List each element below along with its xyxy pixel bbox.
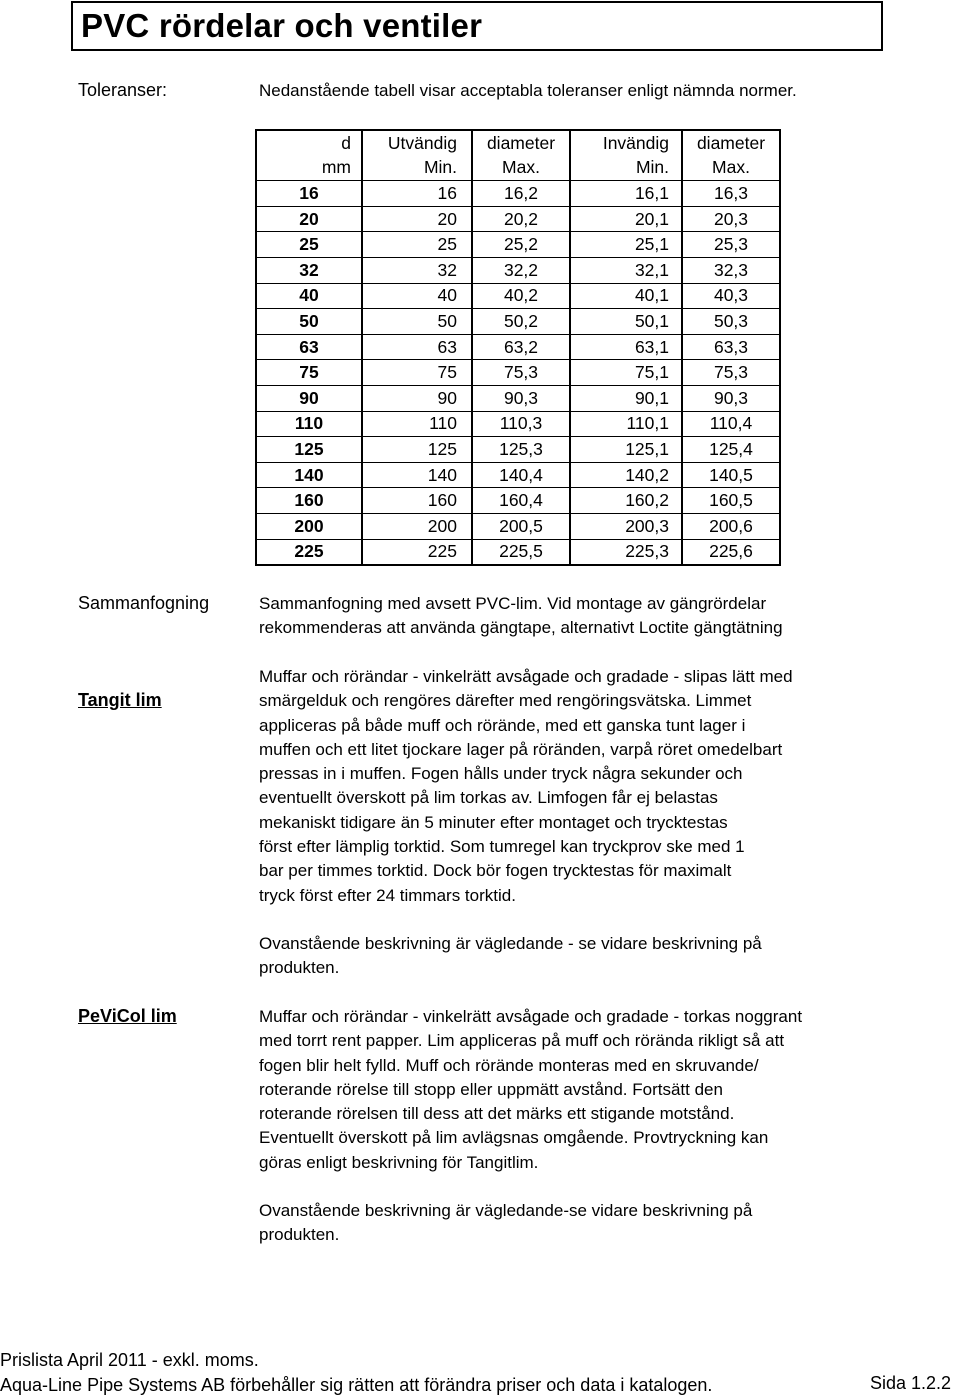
table-cell: 160,5 bbox=[682, 488, 780, 514]
table-cell: 160 bbox=[362, 488, 472, 514]
text-line: roterande rörelsen till dess att det märks ett stigande motstånd. bbox=[259, 1104, 735, 1124]
text-line: eventuellt överskott på lim torkas av. Limfogen får ej belastas bbox=[259, 788, 718, 808]
sammanfogning-text bbox=[259, 592, 783, 641]
table-cell: 16,1 bbox=[570, 181, 682, 207]
table-cell: 20 bbox=[256, 206, 362, 232]
table-cell: 63 bbox=[362, 334, 472, 360]
table-row bbox=[256, 360, 780, 386]
table-cell: 25,3 bbox=[682, 232, 780, 258]
pevicol-text bbox=[259, 1005, 802, 1175]
table-cell: 20,2 bbox=[472, 206, 570, 232]
table-cell: 110,1 bbox=[570, 411, 682, 437]
text-line: Ovanstående beskrivning är vägledande - se vidare beskrivning på bbox=[259, 934, 762, 953]
text-line: Sammanfogning med avsett PVC-lim. Vid montage av gängrördelar bbox=[259, 594, 767, 613]
tangit-label: Tangit lim bbox=[78, 690, 162, 710]
table-cell: 25 bbox=[362, 232, 472, 258]
table-cell: 110,3 bbox=[472, 411, 570, 437]
tolerances-intro: Nedanstående tabell visar acceptabla toleranser enligt nämnda normer. bbox=[259, 81, 797, 100]
table-cell: 40 bbox=[256, 283, 362, 309]
table-cell: 16 bbox=[362, 181, 472, 207]
table-row bbox=[256, 385, 780, 411]
table-cell: 50,1 bbox=[570, 309, 682, 335]
table-cell: 25,2 bbox=[472, 232, 570, 258]
table-cell: 50,3 bbox=[682, 309, 780, 335]
table-cell: 160,4 bbox=[472, 488, 570, 514]
table-cell: 90,1 bbox=[570, 385, 682, 411]
table-row bbox=[256, 283, 780, 309]
table-cell: mm bbox=[256, 156, 362, 181]
page-title: PVC rördelar och ventiler bbox=[81, 7, 483, 44]
table-cell: 125,1 bbox=[570, 437, 682, 463]
table-row bbox=[256, 309, 780, 335]
table-cell: 32 bbox=[362, 257, 472, 283]
table-row bbox=[256, 539, 780, 565]
table-cell: 125,4 bbox=[682, 437, 780, 463]
table-cell: 225,5 bbox=[472, 539, 570, 565]
table-cell: 25 bbox=[256, 232, 362, 258]
table-cell: 140,2 bbox=[570, 462, 682, 488]
text-line: tryck först efter 24 timmars torktid. bbox=[259, 885, 516, 905]
text-line: roterande rörelse till stopp eller uppmätt avstånd. Fortsätt den bbox=[259, 1079, 723, 1099]
table-cell: 160,2 bbox=[570, 488, 682, 514]
text-line: med torrt rent papper. Lim appliceras på muff och rörända rikligt så att bbox=[259, 1031, 785, 1051]
footer-pricelist: Prislista April 2011 - exkl. moms. bbox=[0, 1350, 259, 1370]
table-cell: 90,3 bbox=[472, 385, 570, 411]
page-title-box bbox=[71, 1, 883, 51]
table-cell: 75,1 bbox=[570, 360, 682, 386]
table-row bbox=[256, 334, 780, 360]
tolerances-label: Toleranser: bbox=[78, 80, 168, 100]
table-cell: 25,1 bbox=[570, 232, 682, 258]
table-cell: 32,3 bbox=[682, 257, 780, 283]
table-cell: 125,3 bbox=[472, 437, 570, 463]
table-cell: 63,3 bbox=[682, 334, 780, 360]
table-header-row bbox=[256, 156, 780, 181]
text-line: appliceras på både muff och rörände, med ett ganska tunt lager i bbox=[259, 715, 746, 735]
footer-disclaimer: Aqua-Line Pipe Systems AB förbehåller sig rätten att förändra priser och data i katalogen. bbox=[0, 1375, 713, 1395]
table-cell: 140 bbox=[362, 462, 472, 488]
table-row bbox=[256, 411, 780, 437]
pevicol-note bbox=[259, 1199, 752, 1248]
table-cell: 110 bbox=[362, 411, 472, 437]
table-cell: 90 bbox=[362, 385, 472, 411]
text-line: mekaniskt tidigare än 5 minuter efter montaget och trycktestas bbox=[259, 812, 728, 832]
table-cell: 20,1 bbox=[570, 206, 682, 232]
table-cell: 16,2 bbox=[472, 181, 570, 207]
text-line: bar per timmes torktid. Dock bör fogen trycktestas för maximalt bbox=[259, 861, 732, 881]
table-cell: 200 bbox=[256, 513, 362, 539]
table-cell: 225 bbox=[362, 539, 472, 565]
sammanfogning-label: Sammanfogning bbox=[78, 593, 210, 613]
table-cell: Utvändig bbox=[362, 130, 472, 156]
table-cell: 90,3 bbox=[682, 385, 780, 411]
text-line: muffen och ett litet tjockare lager på röränden, varpå röret omedelbart bbox=[259, 739, 783, 759]
text-line: produkten. bbox=[259, 958, 340, 978]
table-row bbox=[256, 257, 780, 283]
table-cell: d bbox=[256, 130, 362, 156]
table-cell: 32,1 bbox=[570, 257, 682, 283]
table-cell: 225,6 bbox=[682, 539, 780, 565]
table-cell: 40,2 bbox=[472, 283, 570, 309]
table-cell: 125 bbox=[362, 437, 472, 463]
table-cell: 63 bbox=[256, 334, 362, 360]
table-cell: 110,4 bbox=[682, 411, 780, 437]
table-row bbox=[256, 232, 780, 258]
text-line: Muffar och rörändar - vinkelrätt avsågade och gradade - slipas lätt med bbox=[259, 667, 793, 686]
table-cell: 40,3 bbox=[682, 283, 780, 309]
table-cell: Min. bbox=[570, 156, 682, 181]
table-cell: 75 bbox=[362, 360, 472, 386]
table-cell: 32 bbox=[256, 257, 362, 283]
text-line: produkten. bbox=[259, 1225, 340, 1245]
table-cell: Min. bbox=[362, 156, 472, 181]
table-header-row bbox=[256, 130, 780, 156]
table-cell: 40,1 bbox=[570, 283, 682, 309]
text-line: rekommenderas att använda gängtape, alternativt Loctite gängtätning bbox=[259, 618, 783, 638]
table-cell: diameter bbox=[472, 130, 570, 156]
text-line: fogen blir helt fylld. Muff och rörände monteras med en skruvande/ bbox=[259, 1055, 759, 1075]
table-cell: 140,4 bbox=[472, 462, 570, 488]
text-line: Muffar och rörändar - vinkelrätt avsågade och gradade - torkas noggrant bbox=[259, 1007, 803, 1026]
table-cell: 40 bbox=[362, 283, 472, 309]
table-cell: 32,2 bbox=[472, 257, 570, 283]
table-cell: 75,3 bbox=[682, 360, 780, 386]
table-cell: 225,3 bbox=[570, 539, 682, 565]
table-row bbox=[256, 513, 780, 539]
table-cell: 50 bbox=[362, 309, 472, 335]
table-cell: 16 bbox=[256, 181, 362, 207]
table-row bbox=[256, 462, 780, 488]
tangit-note bbox=[259, 932, 762, 981]
table-cell: 50,2 bbox=[472, 309, 570, 335]
table-cell: 90 bbox=[256, 385, 362, 411]
table-cell: 20,3 bbox=[682, 206, 780, 232]
table-cell: 200,3 bbox=[570, 513, 682, 539]
table-row bbox=[256, 181, 780, 207]
table-cell: 200,5 bbox=[472, 513, 570, 539]
table-cell: diameter bbox=[682, 130, 780, 156]
table-cell: 75 bbox=[256, 360, 362, 386]
table-cell: Max. bbox=[682, 156, 780, 181]
table-cell: 200,6 bbox=[682, 513, 780, 539]
table-cell: 16,3 bbox=[682, 181, 780, 207]
tolerance-table bbox=[255, 129, 781, 566]
table-cell: Max. bbox=[472, 156, 570, 181]
table-cell: 200 bbox=[362, 513, 472, 539]
table-row bbox=[256, 206, 780, 232]
text-line: smärgelduk och rengöres därefter med rengöringsvätska. Limmet bbox=[259, 691, 752, 711]
table-cell: 63,2 bbox=[472, 334, 570, 360]
table-cell: 160 bbox=[256, 488, 362, 514]
table-cell: 20 bbox=[362, 206, 472, 232]
tangit-text bbox=[259, 665, 793, 908]
table-cell: 125 bbox=[256, 437, 362, 463]
text-line: pressas in i muffen. Fogen hålls under tryck några sekunder och bbox=[259, 764, 743, 784]
text-line: först efter lämplig torktid. Som tumregel kan tryckprov ske med 1 bbox=[259, 837, 745, 857]
footer-page-number: Sida 1.2.2 bbox=[870, 1373, 952, 1393]
table-cell: 63,1 bbox=[570, 334, 682, 360]
table-cell: 50 bbox=[256, 309, 362, 335]
table-cell: 225 bbox=[256, 539, 362, 565]
table-cell: 110 bbox=[256, 411, 362, 437]
text-line: Ovanstående beskrivning är vägledande-se vidare beskrivning på bbox=[259, 1201, 753, 1220]
table-row bbox=[256, 488, 780, 514]
table-cell: 75,3 bbox=[472, 360, 570, 386]
table-cell: 140,5 bbox=[682, 462, 780, 488]
table-cell: 140 bbox=[256, 462, 362, 488]
pevicol-label: PeViCol lim bbox=[78, 1006, 177, 1026]
text-line: göras enligt beskrivning för Tangitlim. bbox=[259, 1152, 539, 1172]
table-cell: Invändig bbox=[570, 130, 682, 156]
text-line: Eventuellt överskott på lim avlägsnas omgående. Provtryckning kan bbox=[259, 1128, 769, 1148]
table-row bbox=[256, 437, 780, 463]
